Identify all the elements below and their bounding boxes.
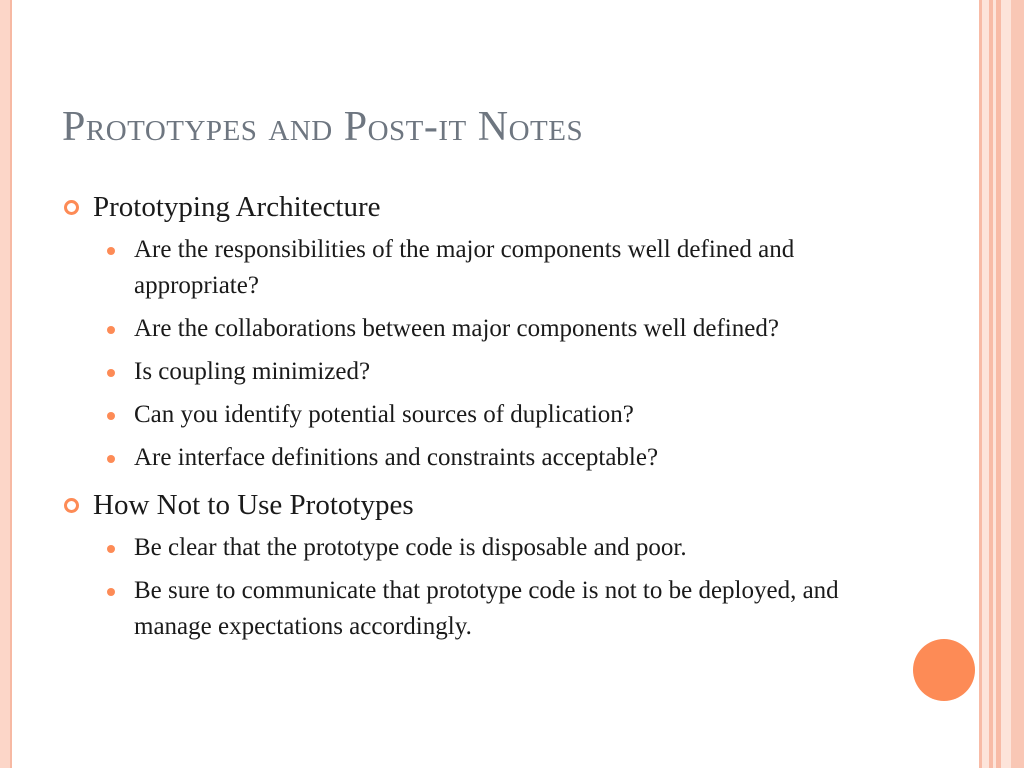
bullet-list [62, 232, 902, 476]
dot-bullet-icon [107, 247, 115, 255]
dot-bullet-icon [107, 588, 115, 596]
right-decor-stripe [982, 0, 989, 768]
section-heading-text: How Not to Use Prototypes [93, 489, 414, 521]
right-decor-stripe [1001, 0, 1011, 768]
list-item-text: Be sure to communicate that prototype code is not to be deployed, and manage expectations accordingly. [134, 577, 839, 640]
list-item-text: Are the collaborations between major components well defined? [134, 315, 779, 342]
list-item [62, 311, 902, 347]
right-decor-stripe [1011, 0, 1024, 768]
section-heading [62, 188, 902, 226]
list-item-text: Is coupling minimized? [134, 358, 371, 385]
list-item-text: Are interface definitions and constraints acceptable? [134, 444, 659, 471]
dot-bullet-icon [107, 369, 115, 377]
dot-bullet-icon [107, 545, 115, 553]
ring-bullet-icon [64, 498, 79, 513]
list-item-text: Are the responsibilities of the major components well defined and appropriate? [134, 236, 795, 299]
list-item-text: Be clear that the prototype code is disposable and poor. [134, 534, 687, 561]
dot-bullet-icon [107, 412, 115, 420]
list-item [62, 530, 902, 566]
section-heading-text: Prototyping Architecture [93, 191, 381, 223]
ring-bullet-icon [64, 200, 79, 215]
list-item [62, 573, 902, 645]
section-heading [62, 486, 902, 524]
list-item [62, 440, 902, 476]
list-item-text: Can you identify potential sources of duplication? [134, 401, 634, 428]
slide-content [62, 188, 902, 655]
list-item [62, 397, 902, 433]
bullet-list [62, 530, 902, 645]
dot-bullet-icon [107, 326, 115, 334]
slide-title: Prototypes and Post-it Notes [62, 104, 584, 150]
list-item [62, 354, 902, 390]
left-decor-bar [0, 0, 10, 768]
left-decor-line [10, 0, 12, 768]
dot-bullet-icon [107, 455, 115, 463]
list-item [62, 232, 902, 304]
accent-circle [913, 639, 975, 701]
